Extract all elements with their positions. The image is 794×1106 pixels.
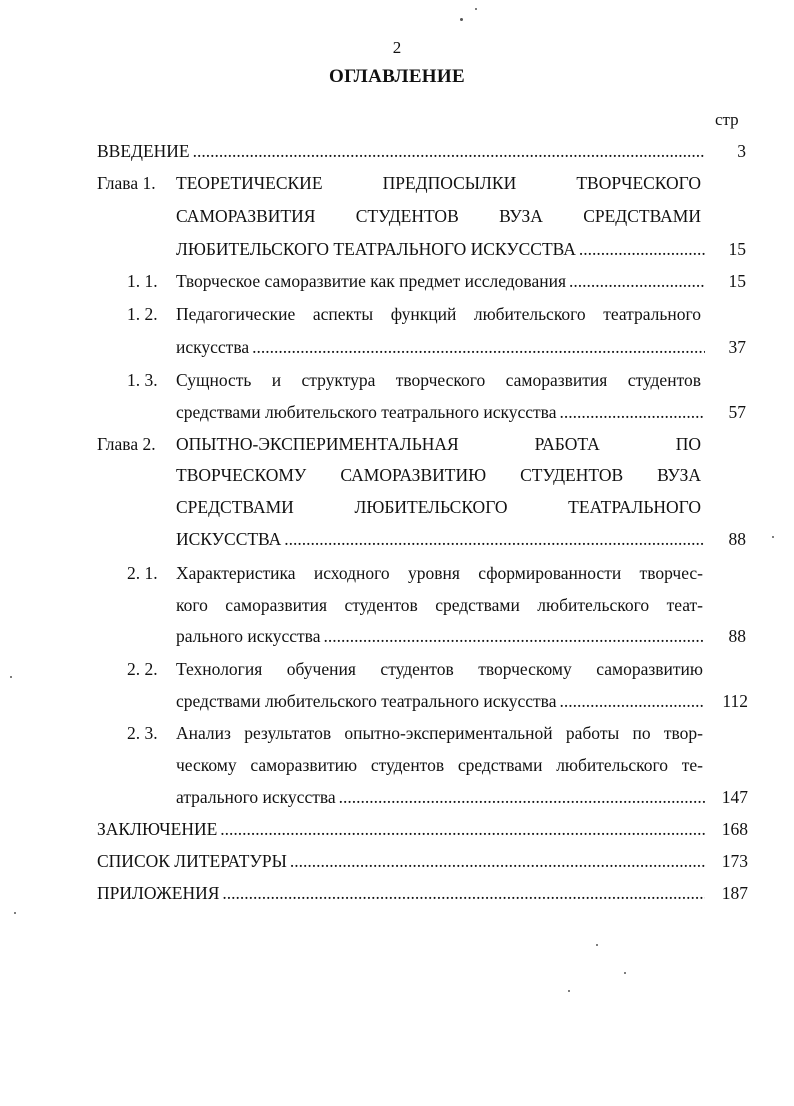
toc-entry-line: Педагогические аспекты функций любительского театрального — [176, 304, 701, 324]
toc-entry-line: Характеристика исходного уровня сформированности творчес- — [176, 563, 703, 583]
toc-section-label: 2. 1. — [127, 563, 158, 583]
toc-entry-line — [176, 270, 705, 292]
dot-leader — [222, 882, 705, 904]
toc-page-number: 88 — [728, 626, 746, 646]
toc-section-label: 1. 3. — [127, 370, 158, 390]
toc-page-number: 37 — [728, 337, 746, 357]
dot-leader — [579, 238, 705, 260]
dot-leader — [284, 528, 705, 550]
toc-section-label: 1. 1. — [127, 271, 158, 291]
dot-leader — [252, 336, 705, 358]
toc-page-number: 187 — [721, 883, 748, 903]
scan-speck — [596, 944, 598, 946]
toc-page-number: 112 — [722, 691, 748, 711]
toc-entry-title: средствами любительского театрального искусства — [176, 402, 557, 422]
scan-speck — [460, 18, 463, 21]
toc-entry-introduction — [97, 140, 705, 162]
toc-entry-line — [176, 690, 705, 712]
page-number: 2 — [392, 38, 402, 57]
toc-page-number: 88 — [728, 529, 746, 549]
toc-section-label: 1. 2. — [127, 304, 158, 324]
dot-leader — [324, 625, 706, 647]
dot-leader — [559, 690, 705, 712]
page-column-label: стр — [715, 110, 739, 129]
toc-entry-line — [176, 238, 705, 260]
toc-page-number: 173 — [721, 851, 748, 871]
toc-entry-title: Творческое саморазвитие как предмет исследования — [176, 271, 567, 291]
toc-entry-line — [176, 786, 705, 808]
toc-entry-line: ТЕОРЕТИЧЕСКИЕ ПРЕДПОСЫЛКИ ТВОРЧЕСКОГО — [176, 173, 701, 193]
scan-speck — [568, 990, 570, 992]
toc-entry-line: Технология обучения студентов творческому саморазвитию — [176, 659, 703, 679]
toc-chapter-label: Глава 1. — [97, 173, 156, 193]
dot-leader — [339, 786, 705, 808]
toc-entry-bibliography — [97, 850, 705, 872]
toc-entry-title: ИСКУССТВА — [176, 529, 282, 549]
scan-speck — [10, 676, 12, 678]
scan-speck — [14, 912, 16, 914]
toc-entry-line — [176, 625, 705, 647]
toc-entry-title: искусства — [176, 337, 250, 357]
page-title: ОГЛАВЛЕНИЕ — [329, 66, 465, 87]
toc-entry-title: ВВЕДЕНИЕ — [97, 141, 190, 161]
toc-page-number: 147 — [721, 787, 748, 807]
toc-entry-line — [176, 528, 705, 550]
toc-page-number: 168 — [721, 819, 748, 839]
toc-entry-title: средствами любительского театрального искусства — [176, 691, 557, 711]
toc-entry-title: ЛЮБИТЕЛЬСКОГО ТЕАТРАЛЬНОГО ИСКУССТВА — [176, 239, 576, 259]
toc-entry-title: атрального искусства — [176, 787, 336, 807]
dot-leader — [569, 270, 705, 292]
dot-leader — [193, 140, 705, 162]
toc-entry-line: ОПЫТНО-ЭКСПЕРИМЕНТАЛЬНАЯ РАБОТА ПО — [176, 434, 701, 454]
toc-page-number: 3 — [737, 141, 746, 161]
toc-page-number: 15 — [728, 239, 746, 259]
dot-leader — [290, 850, 705, 872]
toc-entry-line: Сущность и структура творческого саморазвития студентов — [176, 370, 701, 390]
toc-page-number: 57 — [728, 402, 746, 422]
scan-speck — [772, 536, 774, 538]
toc-entry-line — [176, 401, 705, 423]
toc-entry-line: кого саморазвития студентов средствами любительского теат- — [176, 595, 703, 615]
toc-chapter-label: Глава 2. — [97, 434, 156, 454]
toc-section-label: 2. 2. — [127, 659, 158, 679]
toc-entry-line: СРЕДСТВАМИ ЛЮБИТЕЛЬСКОГО ТЕАТРАЛЬНОГО — [176, 497, 701, 517]
toc-entry-conclusion — [97, 818, 705, 840]
toc-section-label: 2. 3. — [127, 723, 158, 743]
toc-entry-line: ТВОРЧЕСКОМУ САМОРАЗВИТИЮ СТУДЕНТОВ ВУЗА — [176, 465, 701, 485]
toc-entry-appendices — [97, 882, 705, 904]
toc-entry-line: САМОРАЗВИТИЯ СТУДЕНТОВ ВУЗА СРЕДСТВАМИ — [176, 206, 701, 226]
scan-speck — [624, 972, 626, 974]
toc-entry-line: Анализ результатов опытно-экспериментальной работы по твор- — [176, 723, 703, 743]
scan-speck — [475, 8, 477, 10]
toc-entry-title: ЗАКЛЮЧЕНИЕ — [97, 819, 218, 839]
dot-leader — [559, 401, 705, 423]
toc-page-number: 15 — [728, 271, 746, 291]
toc-entry-title: рального искусства — [176, 626, 321, 646]
toc-entry-title: ПРИЛОЖЕНИЯ — [97, 883, 220, 903]
toc-entry-line: ческому саморазвитию студентов средствами любительского те- — [176, 755, 703, 775]
dot-leader — [220, 818, 705, 840]
toc-entry-line — [176, 336, 705, 358]
toc-entry-title: СПИСОК ЛИТЕРАТУРЫ — [97, 851, 287, 871]
